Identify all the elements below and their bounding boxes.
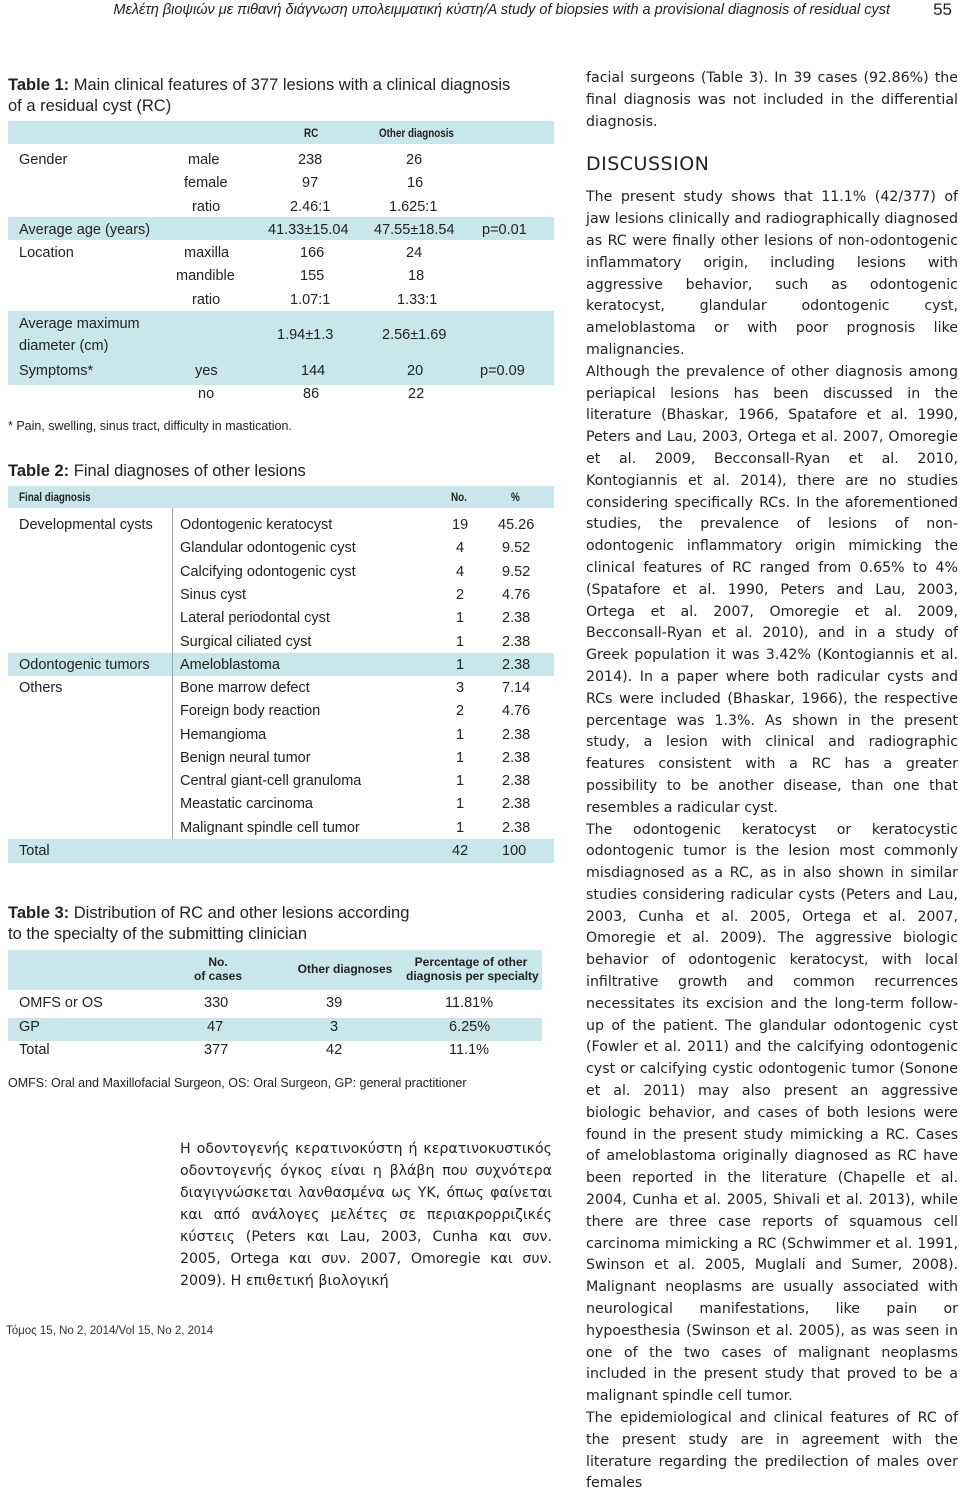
discussion-paragraph-2: Although the prevalence of other diagnosis among periapical lesions has been discussed in the literature (Bhaskar, 1966, Spatafore et al. 1990, Peters and Lau, 2003, Ortega et al. 2007, Omoregie et al. 2009, Becconsall-Ryan et al. 2010, Kontogiannis et al. 2014), there are no studies considering specifically RCs. In the aforementioned studies, the prevalence of lesions of non-odontogenic inflammatory origin mimicking the clinical features of RC ranged from 0.65% to 4% (Spatafore et al. 1990, Peters and Lau, 2003, Ortega et al. 2007, Omoregie et al. 2009, Becconsall-Ryan et al. 2010), and in a study of Greek population it was 3.42% (Kontogiannis et al. 2014). In a paper where both radicular cysts and RCs were included (Bhaskar, 1966), the respective percentage was 1.3%. As shown in the present study, a lesion with clinical and radiographic features consistent with a RC has a greater possibility to be another disease, than one that resembles a radicular cyst. [586, 363, 958, 816]
table3-other-value: 3 [330, 1019, 339, 1035]
table2-col-diag: Final diagnosis [19, 490, 91, 504]
table3-col-no-line1: No. [208, 955, 228, 969]
table1-label: Table 1: [8, 76, 70, 94]
table3-row-label: GP [19, 1019, 40, 1035]
table3-col-no-line2: of cases [193, 969, 243, 983]
discussion-paragraph-3: The odontogenic keratocyst or keratocystic odontogenic tumor is the lesion most commonly misdiagnosed as a RC, as in also shown in similar studies considering radicular cysts (Peters and Lau, 2003, Cunha et al. 2005, Ortega et al. 2007, Omoregie et al. 2009). The aggressive biologic behavior of odontogenic keratocyst, with local infiltrative growth and common recurrences necessitates its excision and the long-term follow-up of the patient. The glandular odontogenic cyst (Fowler et al. 2011) and the calcifying odontogenic cyst or calcifying cystic odontogenic tumor (Sonone et al. 2011) may also present an aggressive biologic behavior, and cases of both lesions were found in the present study mimicking a RC. Cases of ameloblastoma originally diagnosed as RC have been reported in the literature (Chapelle et al. 2004, Cunha et al. 2005, Shivali et al. 2013), while there are three case reports of squamous cell carcinoma mimicking a RC (Schwimmer et al. 1991, Swinson et al. 2005, Muglali and Sumer, 2008). Malignant neoplasms are usually associated with neurological manifestations, like pain or hypoesthesia (Swinson et al. 2005), as was seen in one of the two cases of malignant neoplasms included in the present study that proved to be a malignant spindle cell tumor. [586, 821, 958, 1405]
table2-diagnosis: Benign neural tumor [180, 750, 311, 766]
intro-paragraph: facial surgeons (Table 3). In 39 cases (92.86%) the final diagnosis was not included in the differential diagnosis. [586, 70, 958, 130]
table2-group: Others [19, 680, 63, 696]
table1-caption [8, 75, 510, 117]
table2-diagnosis: Foreign body reaction [180, 703, 321, 719]
table3 [8, 950, 542, 1070]
table3-caption-line1: Distribution of RC and other lesions according [73, 904, 410, 922]
table1-other-value: 18 [408, 268, 425, 284]
table2-percent: 2.38 [502, 727, 531, 743]
table3-label: Table 3: [8, 904, 70, 922]
table1-rc-value: 2.46:1 [290, 199, 331, 215]
table3-col-pct-line1: Percentage of other [414, 955, 528, 969]
table2-percent: 2.38 [502, 610, 531, 626]
table3-no-value: 330 [204, 995, 229, 1011]
table3-no-value: 377 [204, 1042, 229, 1058]
table1-rc-value: 41.33±15.04 [268, 222, 349, 238]
table3-caption [8, 903, 409, 945]
table2-count: 4 [456, 564, 465, 580]
table2-percent: 45.26 [498, 517, 535, 533]
table3-caption-line2: to the specialty of the submitting clinician [8, 925, 307, 943]
table2-diagnosis: Meastatic carcinoma [180, 796, 313, 812]
table2-diagnosis: Bone marrow defect [180, 680, 310, 696]
table2-divider [172, 508, 173, 839]
table2-percent: 2.38 [502, 820, 531, 836]
table1-rc-value: 166 [300, 245, 325, 261]
table1-row-label: Location [19, 245, 74, 261]
table2-group: Odontogenic tumors [19, 657, 150, 673]
table1-p-value: p=0.01 [482, 222, 527, 238]
table3-other-value: 42 [326, 1042, 343, 1058]
table2-diagnosis: Glandular odontogenic cyst [180, 540, 356, 556]
table1-row-label-line2: diameter (cm) [19, 338, 109, 354]
table2-percent: 7.14 [502, 680, 531, 696]
table2-diagnosis: Surgical ciliated cyst [180, 634, 312, 650]
table2-diagnosis: Lateral periodontal cyst [180, 610, 330, 626]
table1-other-value: 1.625:1 [389, 199, 438, 215]
table1-rc-value: 86 [303, 386, 320, 402]
table2-percent: 2.38 [502, 750, 531, 766]
table1-rc-value: 1.07:1 [290, 292, 331, 308]
table2-count: 1 [456, 657, 465, 673]
greek-callout: Η οδοντογενής κερατινοκύστη ή κερατινοκυστικός οδοντογενής όγκος είναι η βλάβη που συχνότερα διαγιγνώσκεται λανθασμένα ως ΥΚ, όπως φαίνεται και από ανάλογες μελέτες σε περιακρορριζικές κύστεις (Peters και Lau, 2003, Cunha και συν. 2005, Ortega και συν. 2007, Omoregie και συν. 2009). Η επιθετική βιολογική [180, 1141, 552, 1289]
right-column [586, 68, 958, 1495]
table1-row-sub: mandible [176, 268, 235, 284]
table1-other-value: 1.33:1 [397, 292, 438, 308]
table2-diagnosis: Central giant-cell granuloma [180, 773, 362, 789]
table1-caption-line1: Main clinical features of 377 lesions with a clinical diagnosis [73, 76, 511, 94]
page-footer: Τόμος 15, Νο 2, 2014/Vol 15, No 2, 2014 [6, 1325, 214, 1337]
table1 [8, 121, 554, 411]
table3-row-label: Total [19, 1042, 50, 1058]
table1-row-sub: male [188, 152, 220, 168]
table2-count: 3 [456, 680, 465, 696]
table1-rc-value: 155 [300, 268, 325, 284]
table2-count: 1 [456, 796, 465, 812]
table2-group: Developmental cysts [19, 517, 153, 533]
table1-rc-value: 144 [301, 363, 326, 379]
table2-count: 1 [456, 727, 465, 743]
table3-other-value: 39 [326, 995, 343, 1011]
table2-col-pct: % [511, 490, 520, 504]
table3-pct-value: 11.81% [445, 995, 494, 1011]
table1-row-sub: female [184, 175, 228, 191]
page-number: 55 [933, 0, 952, 19]
table2-caption-text: Final diagnoses of other lesions [73, 462, 306, 480]
table2-total-percent: 100 [502, 843, 527, 859]
table1-col-rc: RC [304, 126, 319, 140]
table2-percent: 2.38 [502, 657, 531, 673]
table1-row-sub: yes [195, 363, 218, 379]
table1-other-value: 22 [408, 386, 425, 402]
table1-col-other: Other diagnosis [379, 126, 454, 140]
table2-percent: 9.52 [502, 564, 531, 580]
table3-row-label: OMFS or OS [19, 995, 103, 1011]
table2-total-count: 42 [452, 843, 469, 859]
table2-percent: 2.38 [502, 773, 531, 789]
discussion-paragraph-4: The epidemiological and clinical features of RC of the present study are in agreement with the literature regarding the predilection of males over females [586, 1410, 958, 1492]
table3-col-pct [406, 955, 539, 983]
table2-percent: 2.38 [502, 796, 531, 812]
table1-footnote: * Pain, swelling, sinus tract, difficulty in mastication. [8, 419, 292, 433]
table2 [8, 486, 554, 866]
table1-caption-line2: of a residual cyst (RC) [8, 97, 172, 115]
table2-percent: 9.52 [502, 540, 531, 556]
table2-count: 1 [456, 820, 465, 836]
table1-other-value: 16 [407, 175, 424, 191]
table1-p-value: p=0.09 [480, 363, 525, 379]
table2-percent: 4.76 [502, 703, 531, 719]
table2-percent: 2.38 [502, 634, 531, 650]
table1-other-value: 47.55±18.54 [374, 222, 455, 238]
table2-diagnosis: Hemangioma [180, 727, 267, 743]
table1-row-sub: maxilla [184, 245, 230, 261]
table2-count: 1 [456, 773, 465, 789]
table1-rc-value: 97 [302, 175, 319, 191]
table2-count: 4 [456, 540, 465, 556]
table3-pct-value: 11.1% [449, 1042, 490, 1058]
table1-rc-value: 1.94±1.3 [277, 327, 334, 343]
table1-row-sub: ratio [192, 199, 221, 215]
table1-other-value: 26 [406, 152, 423, 168]
table1-other-value: 20 [407, 363, 424, 379]
table1-header-band [8, 121, 554, 144]
running-title: Μελέτη βιοψιών με πιθανή διάγνωση υπολειμματική κύστη/A study of biopsies with a provisional diagnosis of residual cyst [113, 2, 890, 18]
table1-row-label: Symptoms* [19, 363, 94, 379]
table3-footnote: OMFS: Oral and Maxillofacial Surgeon, OS: Oral Surgeon, GP: general practitioner [8, 1076, 467, 1090]
table1-row-label: Average age (years) [19, 222, 151, 238]
table2-diagnosis: Ameloblastoma [180, 657, 280, 673]
table2-col-no: No. [451, 490, 467, 504]
table3-col-pct-line2: diagnosis per specialty [406, 969, 539, 983]
table1-row-label: Average maximum [19, 316, 140, 332]
table2-count: 1 [456, 634, 465, 650]
table2-total-label: Total [19, 843, 50, 859]
table2-diagnosis: Calcifying odontogenic cyst [180, 564, 356, 580]
table1-other-value: 2.56±1.69 [382, 327, 447, 343]
discussion-heading: DISCUSSION [586, 153, 710, 176]
table3-no-value: 47 [207, 1019, 224, 1035]
table2-percent: 4.76 [502, 587, 531, 603]
table2-count: 2 [456, 587, 465, 603]
table3-col-other: Other diagnoses [297, 962, 393, 976]
table1-row-sub: ratio [192, 292, 221, 308]
table2-diagnosis: Sinus cyst [180, 587, 247, 603]
table3-col-no [188, 955, 248, 983]
table2-count: 19 [452, 517, 469, 533]
discussion-paragraph-1: The present study shows that 11.1% (42/377) of jaw lesions clinically and radiographically diagnosed as RC were finally other lesions of non-odontogenic inflammatory origin, including lesions with aggressive behavior, such as odontogenic keratocyst, glandular odontogenic cyst, ameloblastoma or with poor prognosis like malignancies. [586, 189, 958, 358]
table1-other-value: 24 [406, 245, 423, 261]
table2-diagnosis: Malignant spindle cell tumor [180, 820, 360, 836]
table2-band [8, 839, 554, 863]
table2-caption [8, 461, 306, 482]
table1-row-sub: no [198, 386, 215, 402]
table2-label: Table 2: [8, 462, 70, 480]
table2-count: 2 [456, 703, 465, 719]
table3-pct-value: 6.25% [449, 1019, 491, 1035]
table1-row-label: Gender [19, 152, 68, 168]
table2-count: 1 [456, 610, 465, 626]
table1-rc-value: 238 [298, 152, 323, 168]
table2-count: 1 [456, 750, 465, 766]
table2-diagnosis: Odontogenic keratocyst [180, 517, 333, 533]
